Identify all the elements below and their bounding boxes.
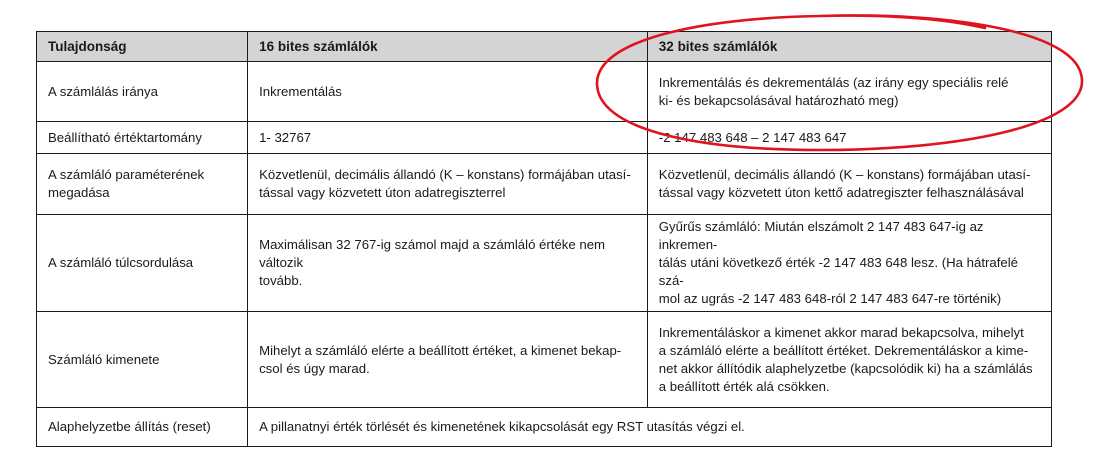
property-cell: A számláló túlcsordulása [37, 215, 248, 312]
bit32-cell: Inkrementáláskor a kimenet akkor marad bekapcsolva, mihelyt a számláló elérte a beállított értéket. Dekrementáláskor a kime- net akkor állítódik alaphelyzetbe (kapcsolódik ki) ha a számlálás a beállított érték alá csökken. [647, 312, 1051, 408]
bit32-cell: -2 147 483 648 – 2 147 483 647 [647, 122, 1051, 154]
bit16-cell: Közvetlenül, decimális állandó (K – konstans) formájában utasí- tással vagy közvetett úton adatregiszterrel [248, 154, 648, 215]
bit16-cell: 1- 32767 [248, 122, 648, 154]
bit16-cell: Inkrementálás [248, 62, 648, 122]
bit32-cell: Közvetlenül, decimális állandó (K – konstans) formájában utasí- tással vagy közvetett úton kettő adatregiszter felhasználásával [647, 154, 1051, 215]
table-row [37, 312, 1052, 408]
bit32-cell: Gyűrűs számláló: Miután elszámolt 2 147 483 647-ig az inkremen- tálás utáni következő érték -2 147 483 648 lesz. (Ha hátrafelé szá- mol az ugrás -2 147 483 648-ról 2 147 483 647-re történik) [647, 215, 1051, 312]
table-row [37, 215, 1052, 312]
bit16-cell: Maximálisan 32 767-ig számol majd a számláló értéke nem változik tovább. [248, 215, 648, 312]
header-32bit: 32 bites számlálók [647, 32, 1051, 62]
table-row [37, 62, 1052, 122]
header-property: Tulajdonság [37, 32, 248, 62]
property-cell: A számlálás iránya [37, 62, 248, 122]
table-header-row [37, 32, 1052, 62]
property-cell: Alaphelyzetbe állítás (reset) [37, 408, 248, 447]
header-16bit: 16 bites számlálók [248, 32, 648, 62]
property-cell: Számláló kimenete [37, 312, 248, 408]
counter-comparison-table [36, 31, 1052, 447]
bit16-cell: Mihelyt a számláló elérte a beállított értéket, a kimenet bekap- csol és úgy marad. [248, 312, 648, 408]
shared-cell: A pillanatnyi érték törlését és kimenetének kikapcsolását egy RST utasítás végzi el. [248, 408, 1052, 447]
table-row [37, 154, 1052, 215]
bit32-cell: Inkrementálás és dekrementálás (az irány egy speciális relé ki- és bekapcsolásával határozható meg) [647, 62, 1051, 122]
property-cell: Beállítható értéktartomány [37, 122, 248, 154]
property-cell: A számláló paraméterének megadása [37, 154, 248, 215]
table-row [37, 122, 1052, 154]
table-row [37, 408, 1052, 447]
